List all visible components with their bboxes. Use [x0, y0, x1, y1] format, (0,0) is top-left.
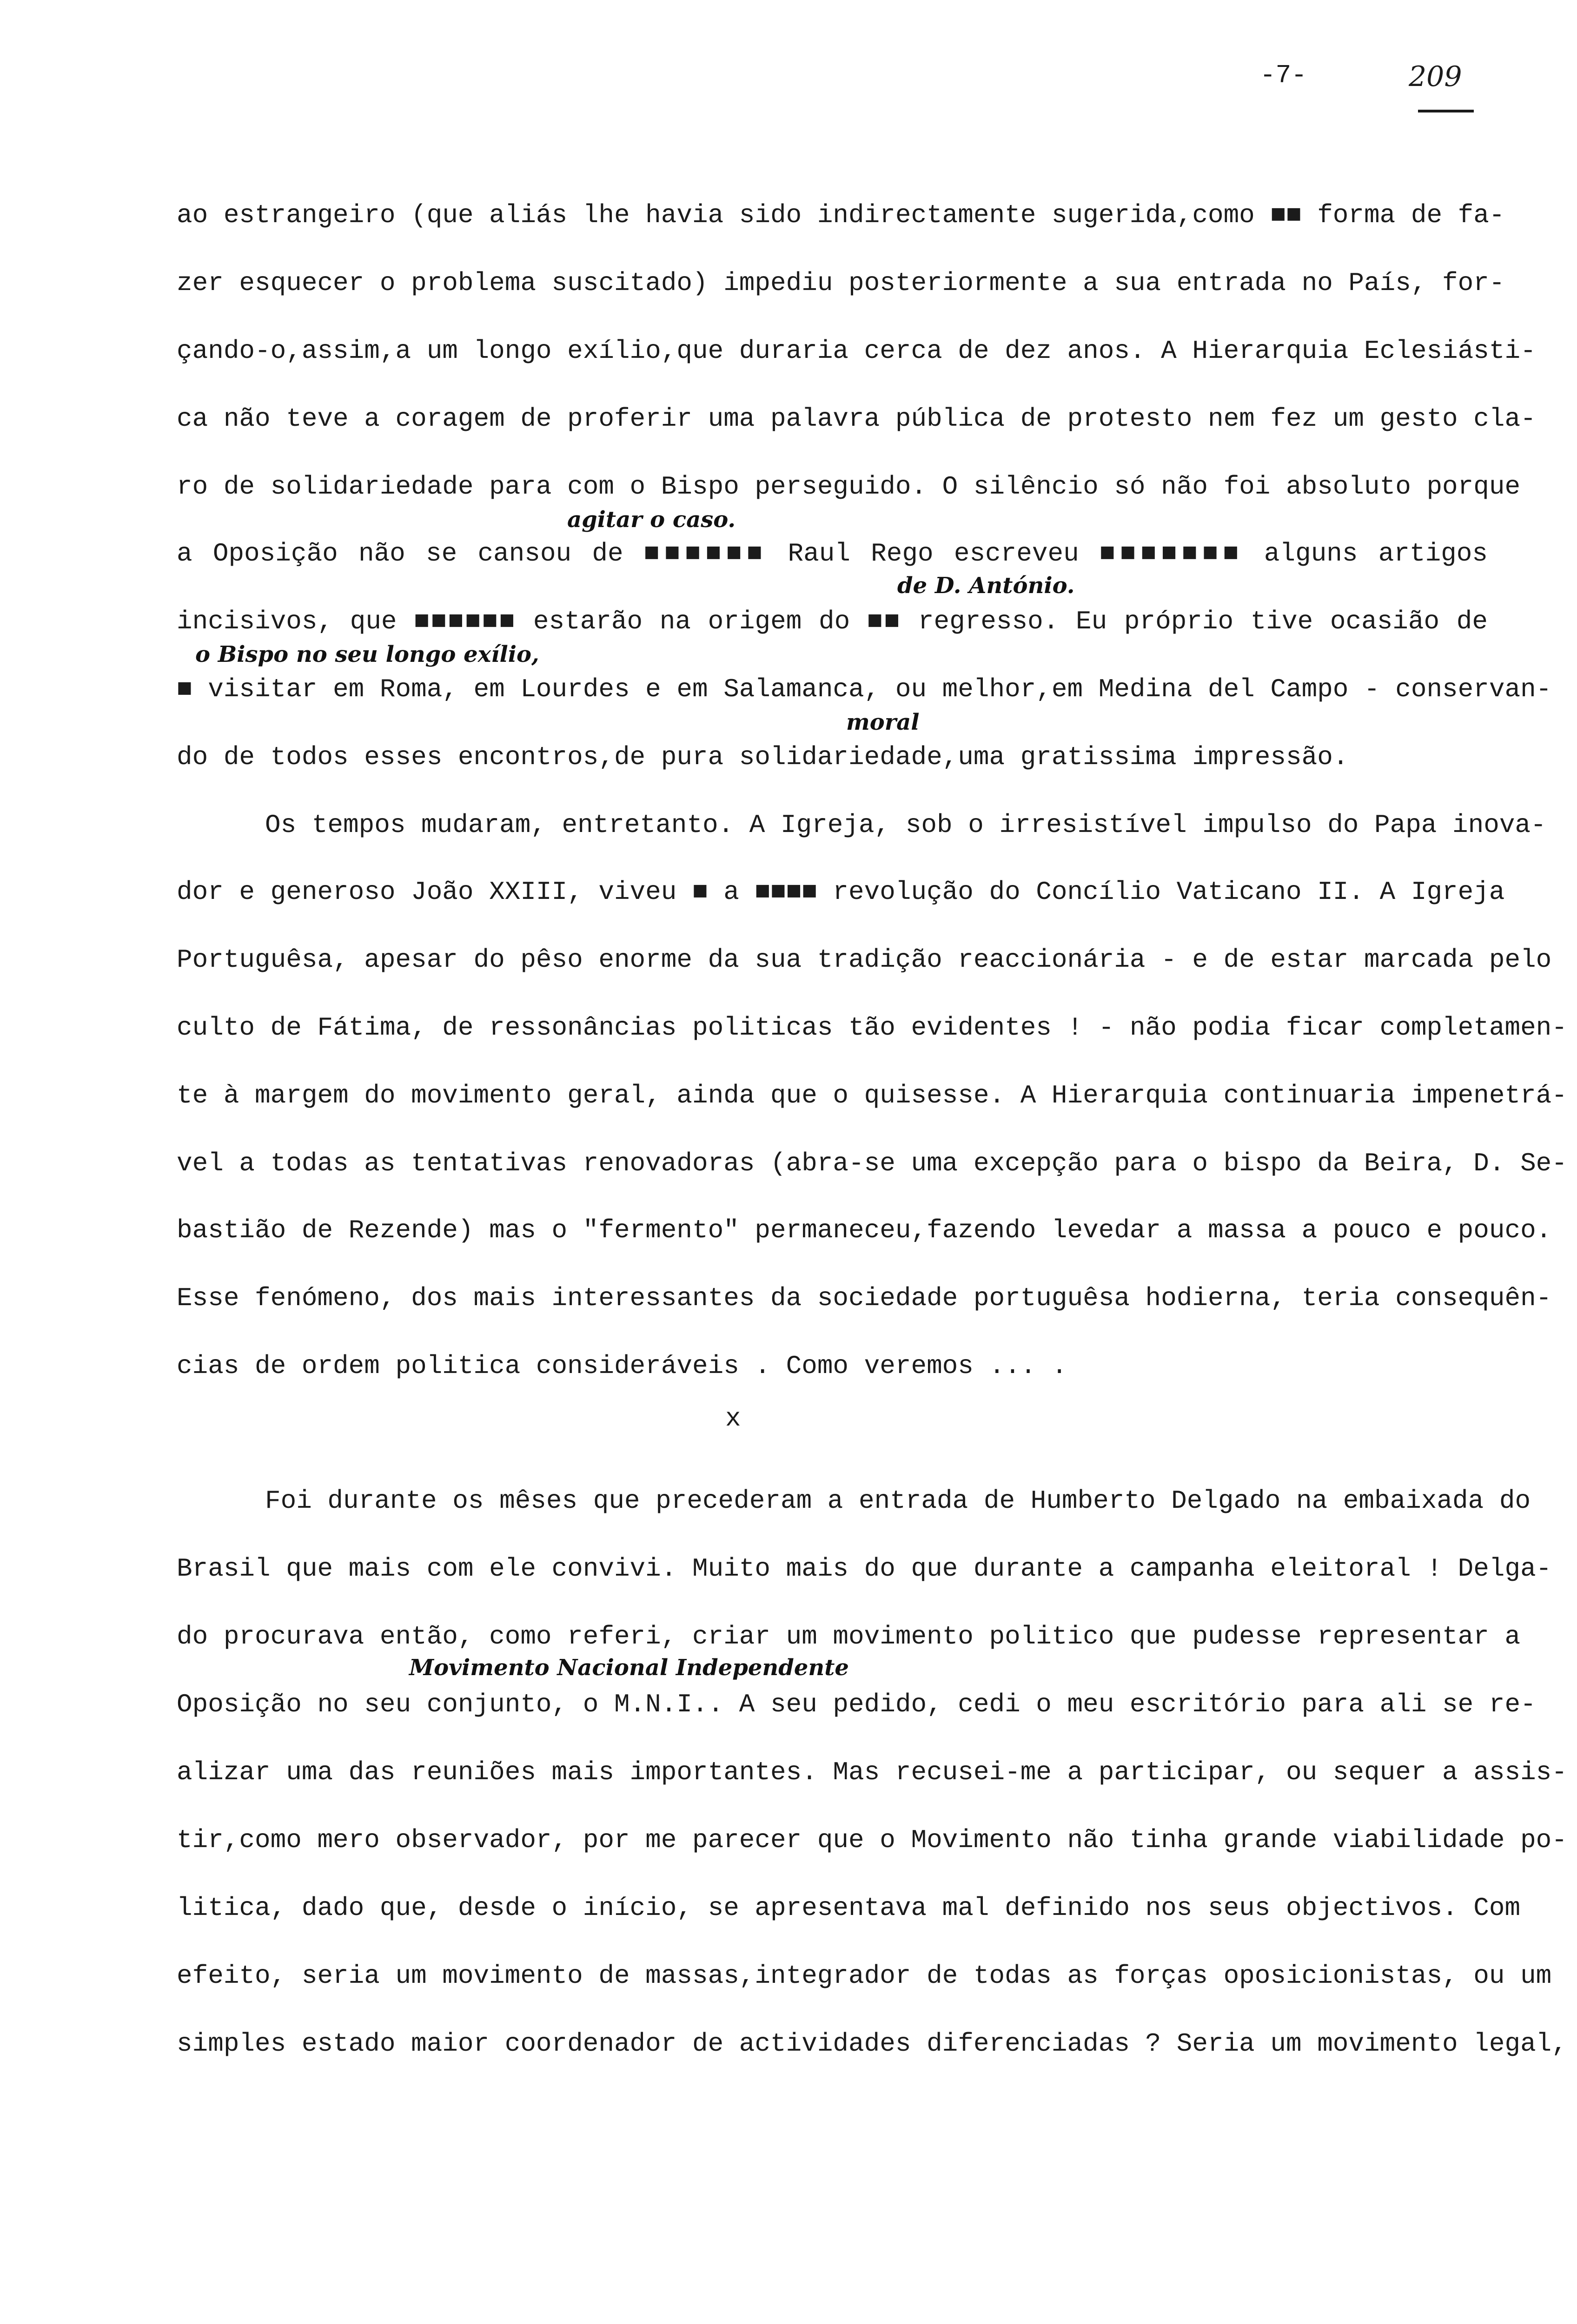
text-line: do procurava então, como referi, criar um movimento politico que pudesse representar a — [177, 1622, 1521, 1651]
section-separator: x — [725, 1404, 741, 1433]
handwritten-note: moral — [846, 709, 920, 735]
handwritten-note: o Bispo no seu longo exílio, — [195, 641, 539, 667]
text-line: Brasil que mais com ele convivi. Muito mais do que durante a campanha eleitoral ! Delga- — [177, 1554, 1552, 1584]
text-line: litica, dado que, desde o início, se apresentava mal definido nos seus objectivos. Com — [177, 1893, 1521, 1923]
handwritten-note: Movimento Nacional Independente — [409, 1655, 849, 1681]
text-line: ca não teve a coragem de proferir uma palavra pública de protesto nem fez um gesto cla- — [177, 404, 1536, 434]
text-line: cias de ordem politica consideráveis . Como veremos ... . — [177, 1351, 1067, 1381]
text-line: incisivos, que ■■■■■■ estarão na origem do ■■ regresso. Eu próprio tive ocasião de — [177, 607, 1488, 636]
text-line: tir,como mero observador, por me parecer que o Movimento não tinha grande viabilidade po- — [177, 1825, 1567, 1855]
text-line: a Oposição não se cansou de ■■■■■■ Raul Rego escreveu ■■■■■■■ alguns artigos — [177, 539, 1488, 568]
folio-number: 209 — [1409, 60, 1462, 93]
text-line: do de todos esses encontros,de pura solidariedade,uma gratissima impressão. — [177, 742, 1349, 772]
text-line: Esse fenómeno, dos mais interessantes da sociedade portuguêsa hodierna, teria consequên- — [177, 1283, 1552, 1313]
text-line: Os tempos mudaram, entretanto. A Igreja, sob o irresistível impulso do Papa inova- — [265, 810, 1546, 840]
text-line: Portuguêsa, apesar do pêso enorme da sua tradição reaccionária - e de estar marcada pelo — [177, 945, 1552, 975]
text-line: efeito, seria um movimento de massas,integrador de todas as forças oposicionistas, ou um — [177, 1961, 1552, 1991]
text-line: te à margem do movimento geral, ainda que o quisesse. A Hierarquia continuaria impenetrá- — [177, 1081, 1567, 1110]
text-line: ro de solidariedade para com o Bispo perseguido. O silêncio só não foi absoluto porque — [177, 472, 1521, 502]
page-number: -7- — [1260, 60, 1307, 90]
handwritten-note: agitar o caso. — [567, 507, 736, 533]
text-line: bastião de Rezende) mas o "fermento" permaneceu,fazendo levedar a massa a pouco e pouco. — [177, 1215, 1552, 1245]
text-line: çando-o,assim,a um longo exílio,que duraria cerca de dez anos. A Hierarquia Eclesiásti- — [177, 336, 1536, 366]
text-line: Foi durante os mêses que precederam a entrada de Humberto Delgado na embaixada do — [265, 1486, 1531, 1516]
text-line: dor e generoso João XXIII, viveu ■ a ■■■■ revolução do Concílio Vaticano II. A Igreja — [177, 877, 1505, 907]
folio-underline — [1418, 110, 1474, 112]
text-line: zer esquecer o problema suscitado) impediu posteriormente a sua entrada no País, for- — [177, 268, 1505, 298]
text-line: vel a todas as tentativas renovadoras (abra-se uma excepção para o bispo da Beira, D. Se- — [177, 1149, 1567, 1178]
text-line: ■ visitar em Roma, em Lourdes e em Salamanca, ou melhor,em Medina del Campo - conservan- — [177, 674, 1552, 704]
text-line: ao estrangeiro (que aliás lhe havia sido indirectamente sugerida,como ■■ forma de fa- — [177, 200, 1505, 230]
text-line: alizar uma das reuniões mais importantes. Mas recusei-me a participar, ou sequer a assis- — [177, 1757, 1567, 1787]
text-line: simples estado maior coordenador de actividades diferenciadas ? Seria um movimento legal, — [177, 2029, 1567, 2059]
handwritten-note: de D. António. — [897, 573, 1075, 599]
text-line: culto de Fátima, de ressonâncias politicas tão evidentes ! - não podia ficar completamen- — [177, 1013, 1567, 1043]
text-line: Oposição no seu conjunto, o M.N.I.. A seu pedido, cedi o meu escritório para ali se re- — [177, 1690, 1536, 1719]
